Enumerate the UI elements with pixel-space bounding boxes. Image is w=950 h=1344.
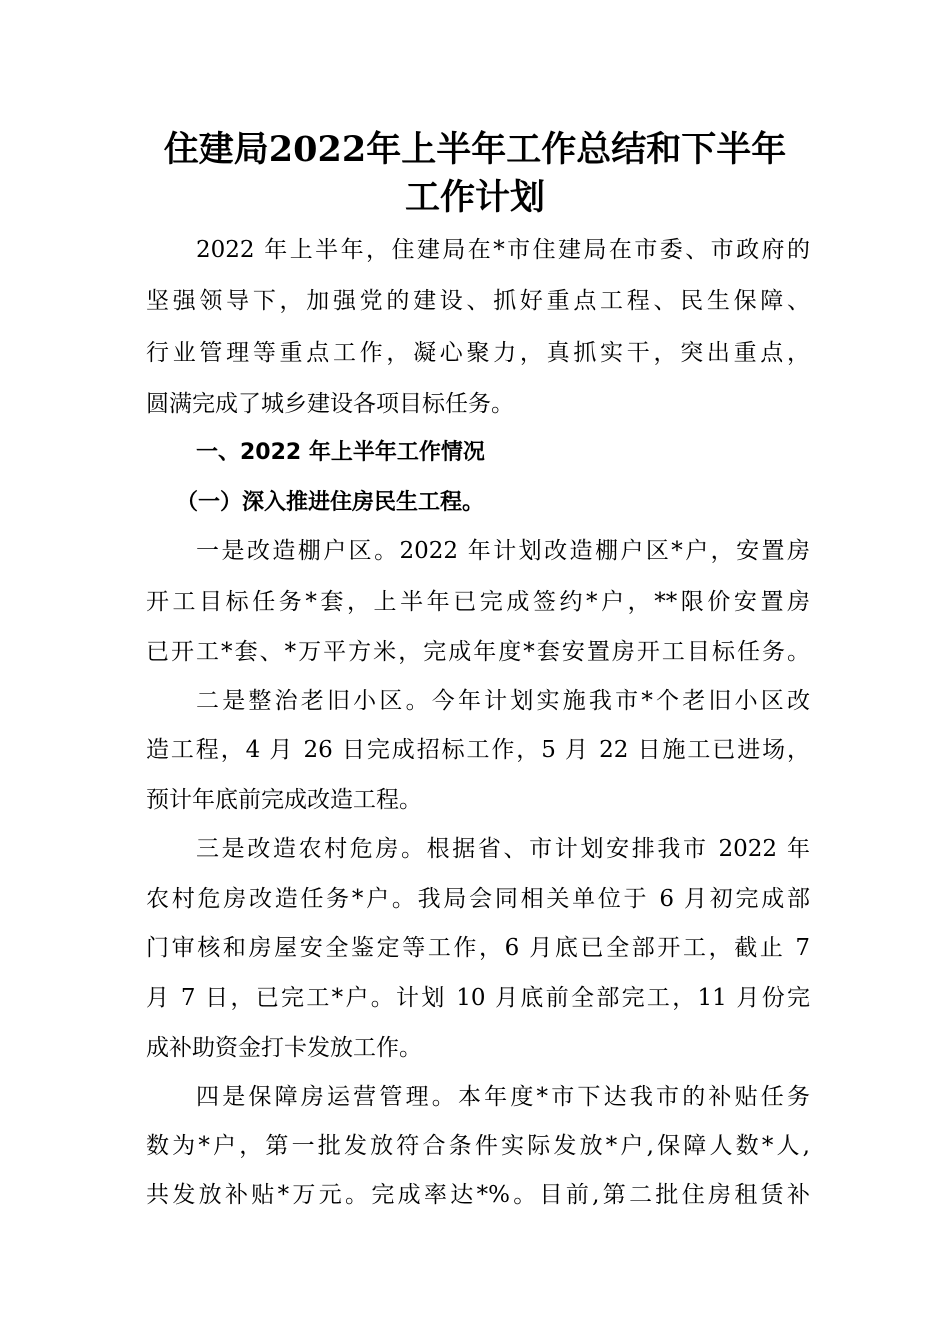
document-title-line-1: 住建局2022年上半年工作总结和下半年 [163, 129, 787, 170]
intro-line: 行业管理等重点工作，凝心聚力，真抓实干，突出重点， [146, 340, 810, 366]
intro-line: 圆满完成了城乡建设各项目标任务。 [146, 391, 514, 417]
paragraph-line: 开工目标任务*套，上半年已完成签约*户，**限价安置房 [146, 589, 810, 615]
paragraph-line: 成补助资金打卡发放工作。 [146, 1035, 422, 1061]
intro-line: 2022 年上半年，住建局在*市住建局在市委、市政府的 [196, 237, 810, 263]
intro-line: 坚强领导下，加强党的建设、抓好重点工程、民生保障、 [146, 288, 810, 314]
paragraph-line: 已开工*套、*万平方米，完成年度*套安置房开工目标任务。 [146, 639, 810, 665]
section-heading: 一、2022 年上半年工作情况 [196, 440, 485, 465]
paragraph-line: 预计年底前完成改造工程。 [146, 787, 422, 813]
paragraph-line: 四是保障房运营管理。本年度*市下达我市的补贴任务 [196, 1084, 810, 1110]
paragraph-line: 月 7 日，已完工*户。计划 10 月底前全部完工，11 月份完 [146, 985, 810, 1011]
paragraph-line: 共发放补贴*万元。完成率达*%。目前,第二批住房租赁补 [146, 1182, 810, 1208]
subsection-heading: （一）深入推进住房民生工程。 [176, 489, 485, 515]
paragraph-line: 一是改造棚户区。2022 年计划改造棚户区*户，安置房 [196, 538, 810, 564]
paragraph-line: 造工程，4 月 26 日完成招标工作，5 月 22 日施工已进场， [146, 737, 810, 763]
paragraph-line: 数为*户，第一批发放符合条件实际发放*户,保障人数*人, [146, 1133, 810, 1159]
paragraph-line: 农村危房改造任务*户。我局会同相关单位于 6 月初完成部 [146, 886, 810, 912]
paragraph-line: 二是整治老旧小区。今年计划实施我市*个老旧小区改 [196, 688, 810, 714]
paragraph-line: 门审核和房屋安全鉴定等工作，6 月底已全部开工，截止 7 [146, 935, 810, 961]
document-title-line-2: 工作计划 [404, 177, 545, 218]
paragraph-line: 三是改造农村危房。根据省、市计划安排我市 2022 年 [196, 836, 810, 862]
